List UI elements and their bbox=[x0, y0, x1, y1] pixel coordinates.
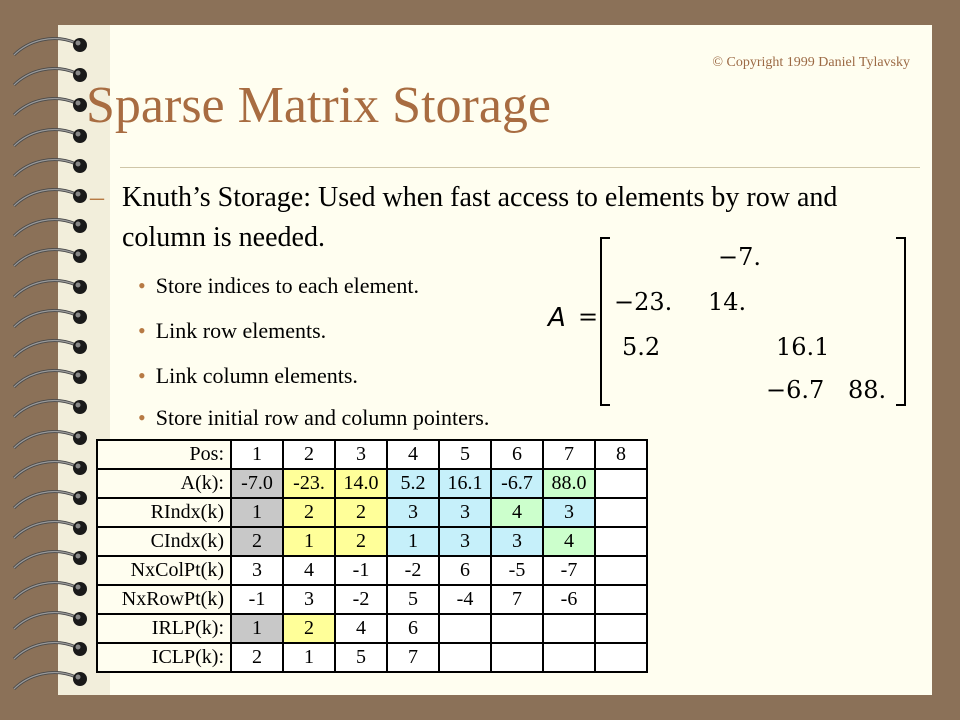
slide bbox=[58, 25, 932, 695]
table-cell bbox=[439, 643, 491, 672]
table-cell: 2 bbox=[283, 498, 335, 527]
table-cell bbox=[595, 527, 647, 556]
row-label: NxColPt(k) bbox=[97, 556, 231, 585]
binding-ring-icon bbox=[8, 335, 100, 361]
table-cell: 16.1 bbox=[439, 469, 491, 498]
table-cell: 4 bbox=[543, 527, 595, 556]
bullet-item bbox=[138, 273, 419, 299]
bullet-text: Link column elements. bbox=[155, 363, 358, 388]
table-row bbox=[97, 643, 647, 672]
table-cell: 3 bbox=[283, 585, 335, 614]
table-cell bbox=[543, 614, 595, 643]
table-cell: 2 bbox=[335, 527, 387, 556]
table-cell: 2 bbox=[283, 440, 335, 469]
table-cell: 88.0 bbox=[543, 469, 595, 498]
bullet-dot-icon: • bbox=[138, 273, 146, 298]
table-cell: 5 bbox=[335, 643, 387, 672]
table-cell bbox=[439, 614, 491, 643]
table-cell: 4 bbox=[335, 614, 387, 643]
table-cell: 3 bbox=[439, 498, 491, 527]
copyright-notice: © Copyright 1999 Daniel Tylavsky bbox=[712, 55, 910, 70]
binding-ring-icon bbox=[8, 637, 100, 663]
table-cell: 1 bbox=[231, 614, 283, 643]
table-cell: 1 bbox=[283, 527, 335, 556]
table-cell bbox=[595, 643, 647, 672]
table-cell: 2 bbox=[231, 643, 283, 672]
main-point: Knuth’s Storage: Used when fast access to elements by row and column is needed. bbox=[122, 182, 838, 253]
bullet-item bbox=[138, 318, 326, 344]
table-cell bbox=[491, 643, 543, 672]
table-cell: 3 bbox=[543, 498, 595, 527]
binding-ring-icon bbox=[8, 395, 100, 421]
bullet-dash: – bbox=[90, 182, 104, 213]
row-label: IRLP(k): bbox=[97, 614, 231, 643]
table-cell: 3 bbox=[439, 527, 491, 556]
table-cell: 4 bbox=[283, 556, 335, 585]
table-row bbox=[97, 527, 647, 556]
table-cell: 3 bbox=[491, 527, 543, 556]
table-cell: 2 bbox=[283, 614, 335, 643]
table-row bbox=[97, 498, 647, 527]
table-cell: -5 bbox=[491, 556, 543, 585]
table-row bbox=[97, 614, 647, 643]
left-bracket bbox=[600, 237, 610, 406]
table-cell: 3 bbox=[387, 498, 439, 527]
binding-ring-icon bbox=[8, 486, 100, 512]
table-cell: -23. bbox=[283, 469, 335, 498]
table-cell bbox=[595, 469, 647, 498]
binding-ring-icon bbox=[8, 456, 100, 482]
matrix-entry: 16.1 bbox=[776, 333, 830, 361]
table-cell bbox=[595, 585, 647, 614]
table-cell: -2 bbox=[335, 585, 387, 614]
table-cell: 6 bbox=[387, 614, 439, 643]
binding-ring-icon bbox=[8, 607, 100, 633]
binding-ring-icon bbox=[8, 275, 100, 301]
table-cell bbox=[595, 614, 647, 643]
row-label: A(k): bbox=[97, 469, 231, 498]
table-cell: 1 bbox=[387, 527, 439, 556]
table-cell: -1 bbox=[335, 556, 387, 585]
table-cell: 5 bbox=[439, 440, 491, 469]
equals-sign: = bbox=[578, 303, 599, 331]
table-row bbox=[97, 469, 647, 498]
table-cell: 5 bbox=[387, 585, 439, 614]
binding-ring-icon bbox=[8, 33, 100, 59]
table-cell: 7 bbox=[543, 440, 595, 469]
table-cell: 4 bbox=[491, 498, 543, 527]
table-cell bbox=[595, 556, 647, 585]
binding-ring-icon bbox=[8, 305, 100, 331]
matrix-entry: −23. bbox=[614, 288, 673, 316]
table-cell: -6.7 bbox=[491, 469, 543, 498]
table-cell: 2 bbox=[335, 498, 387, 527]
slide-title: Sparse Matrix Storage bbox=[86, 77, 552, 134]
table-cell: 3 bbox=[335, 440, 387, 469]
bullet-item bbox=[138, 405, 489, 431]
matrix-equation bbox=[548, 233, 908, 408]
bullet-item bbox=[138, 363, 358, 389]
matrix-entry: −7. bbox=[718, 243, 762, 271]
table-cell: 2 bbox=[231, 527, 283, 556]
bullet-dot-icon: • bbox=[138, 405, 146, 430]
table-cell: -2 bbox=[387, 556, 439, 585]
table-cell: 3 bbox=[231, 556, 283, 585]
binding-ring-icon bbox=[8, 667, 100, 693]
table-cell: -7.0 bbox=[231, 469, 283, 498]
table-cell: 8 bbox=[595, 440, 647, 469]
table-cell: 6 bbox=[491, 440, 543, 469]
binding-ring-icon bbox=[8, 154, 100, 180]
bullet-text: Store initial row and column pointers. bbox=[155, 405, 490, 430]
matrix-entry: 88. bbox=[848, 376, 887, 404]
table-cell bbox=[595, 498, 647, 527]
table-cell: 1 bbox=[231, 440, 283, 469]
table-row bbox=[97, 440, 647, 469]
row-label: RIndx(k) bbox=[97, 498, 231, 527]
binding-ring-icon bbox=[8, 426, 100, 452]
bullet-text: Store indices to each element. bbox=[155, 273, 419, 298]
bullet-text: Link row elements. bbox=[155, 318, 327, 343]
table-cell: 7 bbox=[387, 643, 439, 672]
table-cell: 14.0 bbox=[335, 469, 387, 498]
bullet-dot-icon: • bbox=[138, 363, 146, 388]
knuth-storage-table bbox=[96, 439, 648, 673]
matrix-entry: 5.2 bbox=[622, 333, 661, 361]
table-cell: 1 bbox=[231, 498, 283, 527]
table-cell: -4 bbox=[439, 585, 491, 614]
row-label: CIndx(k) bbox=[97, 527, 231, 556]
bullet-dot-icon: • bbox=[138, 318, 146, 343]
row-label: Pos: bbox=[97, 440, 231, 469]
binding-ring-icon bbox=[8, 365, 100, 391]
title-divider bbox=[120, 167, 920, 168]
matrix-label: A bbox=[548, 303, 566, 333]
table-cell bbox=[491, 614, 543, 643]
binding-ring-icon bbox=[8, 577, 100, 603]
table-cell: 6 bbox=[439, 556, 491, 585]
table-cell: 1 bbox=[283, 643, 335, 672]
row-label: NxRowPt(k) bbox=[97, 585, 231, 614]
table-row bbox=[97, 556, 647, 585]
binding-ring-icon bbox=[8, 244, 100, 270]
table-cell bbox=[543, 643, 595, 672]
table-cell: 5.2 bbox=[387, 469, 439, 498]
table-cell: -7 bbox=[543, 556, 595, 585]
table-cell: 4 bbox=[387, 440, 439, 469]
table-cell: -6 bbox=[543, 585, 595, 614]
row-label: ICLP(k): bbox=[97, 643, 231, 672]
binding-ring-icon bbox=[8, 516, 100, 542]
right-bracket bbox=[896, 237, 906, 406]
table-cell: 7 bbox=[491, 585, 543, 614]
matrix-entry: −6.7 bbox=[766, 376, 825, 404]
matrix-entry: 14. bbox=[708, 288, 747, 316]
binding-ring-icon bbox=[8, 184, 100, 210]
table-cell: -1 bbox=[231, 585, 283, 614]
binding-ring-icon bbox=[8, 214, 100, 240]
table-row bbox=[97, 585, 647, 614]
binding-ring-icon bbox=[8, 546, 100, 572]
